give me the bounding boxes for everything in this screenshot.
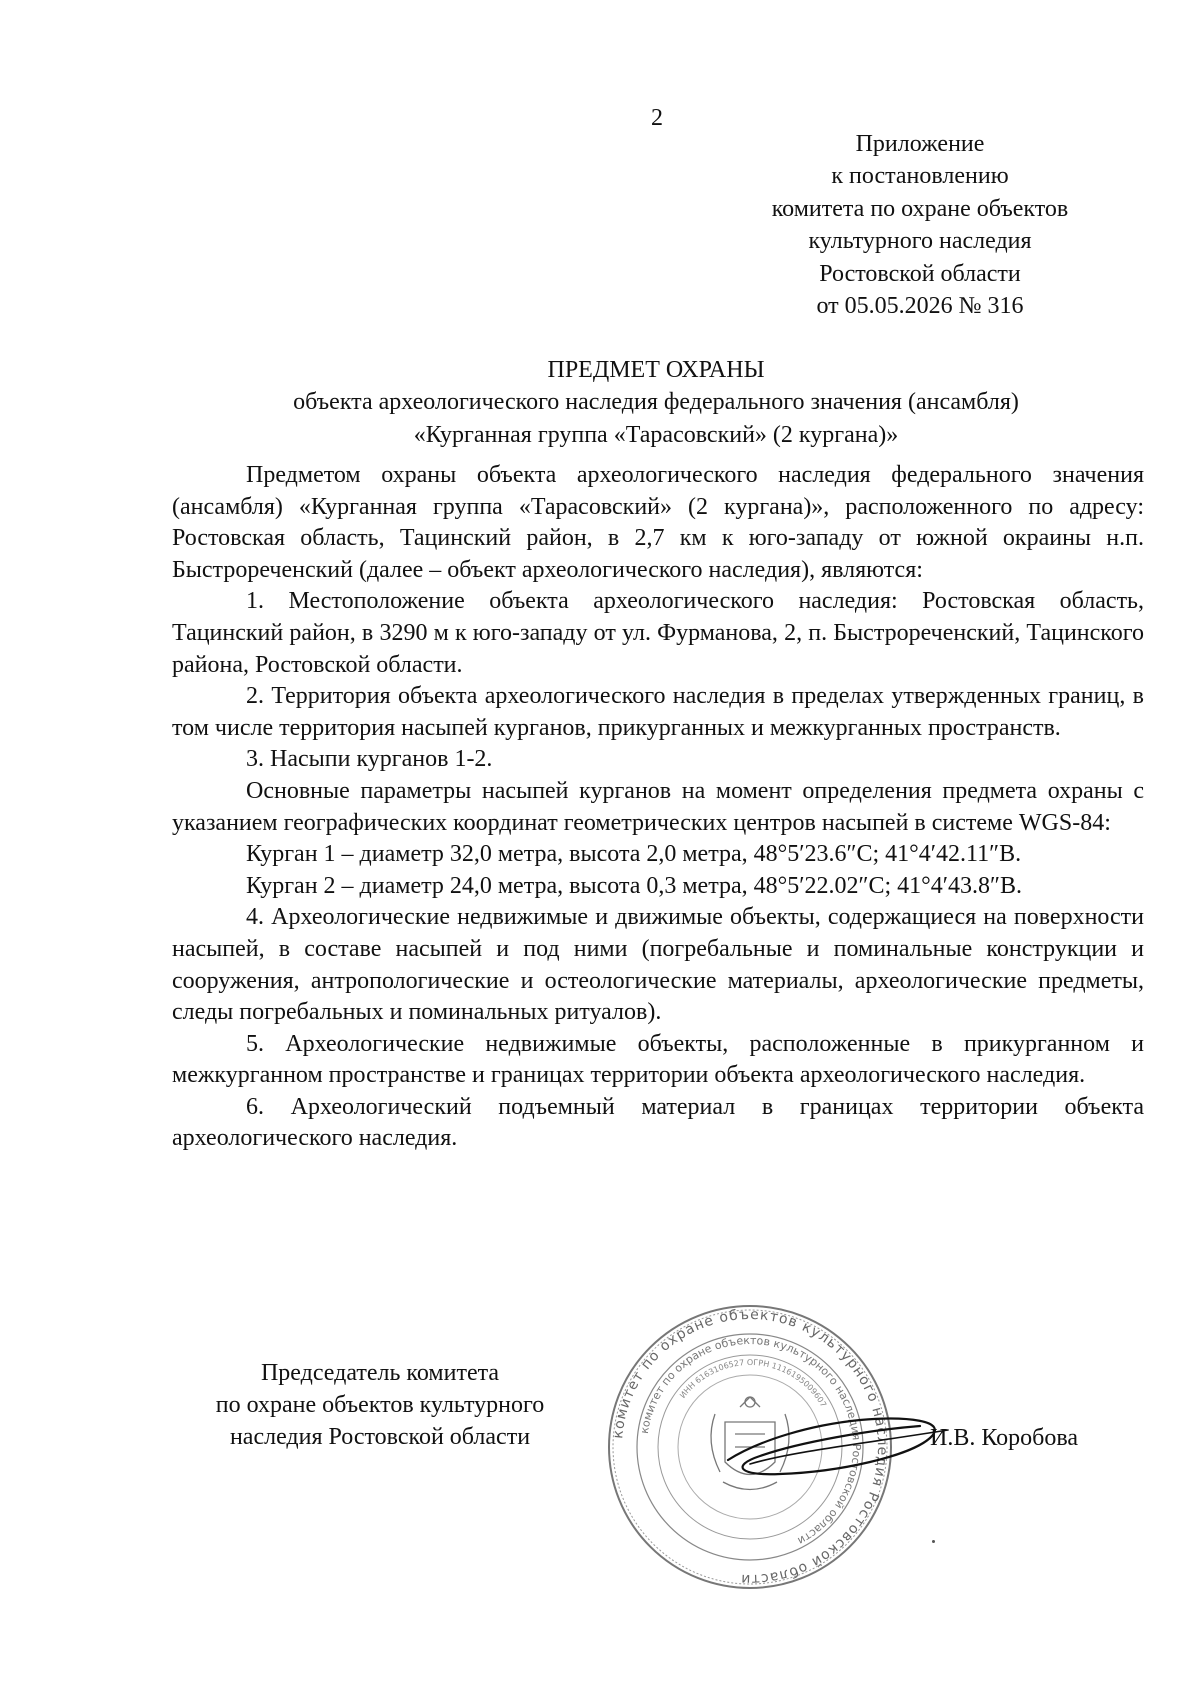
appendix-date-number: от 05.05.2026 № 316 [816, 293, 1024, 320]
signatory-title [160, 1357, 600, 1453]
signatory-title-line: по охране объектов культурного [215, 1392, 545, 1418]
intro-paragraph: Предметом охраны объекта археологического наследия федерального значения (ансамбля) «Курганная группа «Тарасовский» (2 кургана)», расположенного по адресу: Ростовская область, Тацинский район, в 2,7 км к юго-западу от южной окраины н.п. Быстрореченский (далее – объект археологического наследия), являются: [172, 462, 1144, 583]
mound-1-line: Курган 1 – диаметр 32,0 метра, высота 2,0 метра, 48°5′23.6″С; 41°4′42.11″В. [246, 841, 1022, 868]
handwritten-signature [720, 1390, 960, 1500]
seal-inner-text: комитет по охране объектов культурного наследия Ростовской области [637, 1333, 864, 1548]
item-immovable-objects: 5. Археологические недвижимые объекты, расположенные в прикурганном и межкурганном пространстве и границах территории объекта археологического наследия. [172, 1030, 1144, 1089]
document-subtitle: «Курганная группа «Тарасовский» (2 кургана)» [413, 421, 899, 448]
document-subtitle: объекта археологического наследия федерального значения (ансамбля) [293, 389, 1019, 416]
appendix-line: культурного наследия [808, 228, 1032, 255]
item-archaeological-objects: 4. Археологические недвижимые и движимые объекты, содержащиеся на поверхности насыпей, в составе насыпей и под ними (погребальные и поминальные конструкции и сооружения, антропологические и остеологические материалы, археологические предметы, следы погребальных и поминальных ритуалов). [172, 904, 1144, 1026]
mound-parameters-paragraph: Основные параметры насыпей курганов на момент определения предмета охраны с указанием географических координат геометрических центров насыпей в системе WGS-84: [172, 777, 1144, 836]
appendix-line: Приложение [855, 131, 985, 157]
signatory-name: И.В. Коробова [930, 1425, 1079, 1451]
appendix-line: Ростовской области [819, 260, 1021, 287]
signatory-title-line: Председатель комитета [260, 1360, 500, 1386]
seal-outer-text: комитет по охране объектов культурного наследия Ростовской области [610, 1306, 891, 1588]
appendix-line: комитета по охране объектов [771, 195, 1069, 222]
item-location: 1. Местоположение объекта археологического наследия: Ростовская область, Тацинский район, в 3290 м к юго-западу от ул. Фурманова, 2, п. Быстрореченский, Тацинского района, Ростовской области. [172, 588, 1144, 678]
signatory-title-line: наследия Ростовской области [229, 1424, 531, 1450]
item-surface-material: 6. Археологический подъемный материал в границах территории объекта археологического наследия. [172, 1093, 1144, 1152]
document-title: ПРЕДМЕТ ОХРАНЫ [547, 357, 765, 383]
page-number: 2 [651, 105, 663, 131]
item-mounds: 3. Насыпи курганов 1-2. [246, 746, 493, 773]
appendix-header [750, 128, 1090, 322]
appendix-line: к постановлению [831, 163, 1009, 190]
title-block [170, 354, 1142, 451]
item-territory: 2. Территория объекта археологического наследия в пределах утвержденных границ, в том числе территория насыпей курганов, прикурганных и межкурганных пространств. [172, 683, 1144, 741]
stray-mark [932, 1540, 935, 1543]
body-text [172, 460, 1144, 1155]
mound-2-line: Курган 2 – диаметр 24,0 метра, высота 0,3 метра, 48°5′22.02″С; 41°4′43.8″В. [246, 872, 1023, 899]
seal-number-text: ИНН 6163106527 ОГРН 1116195009607 [678, 1357, 829, 1409]
